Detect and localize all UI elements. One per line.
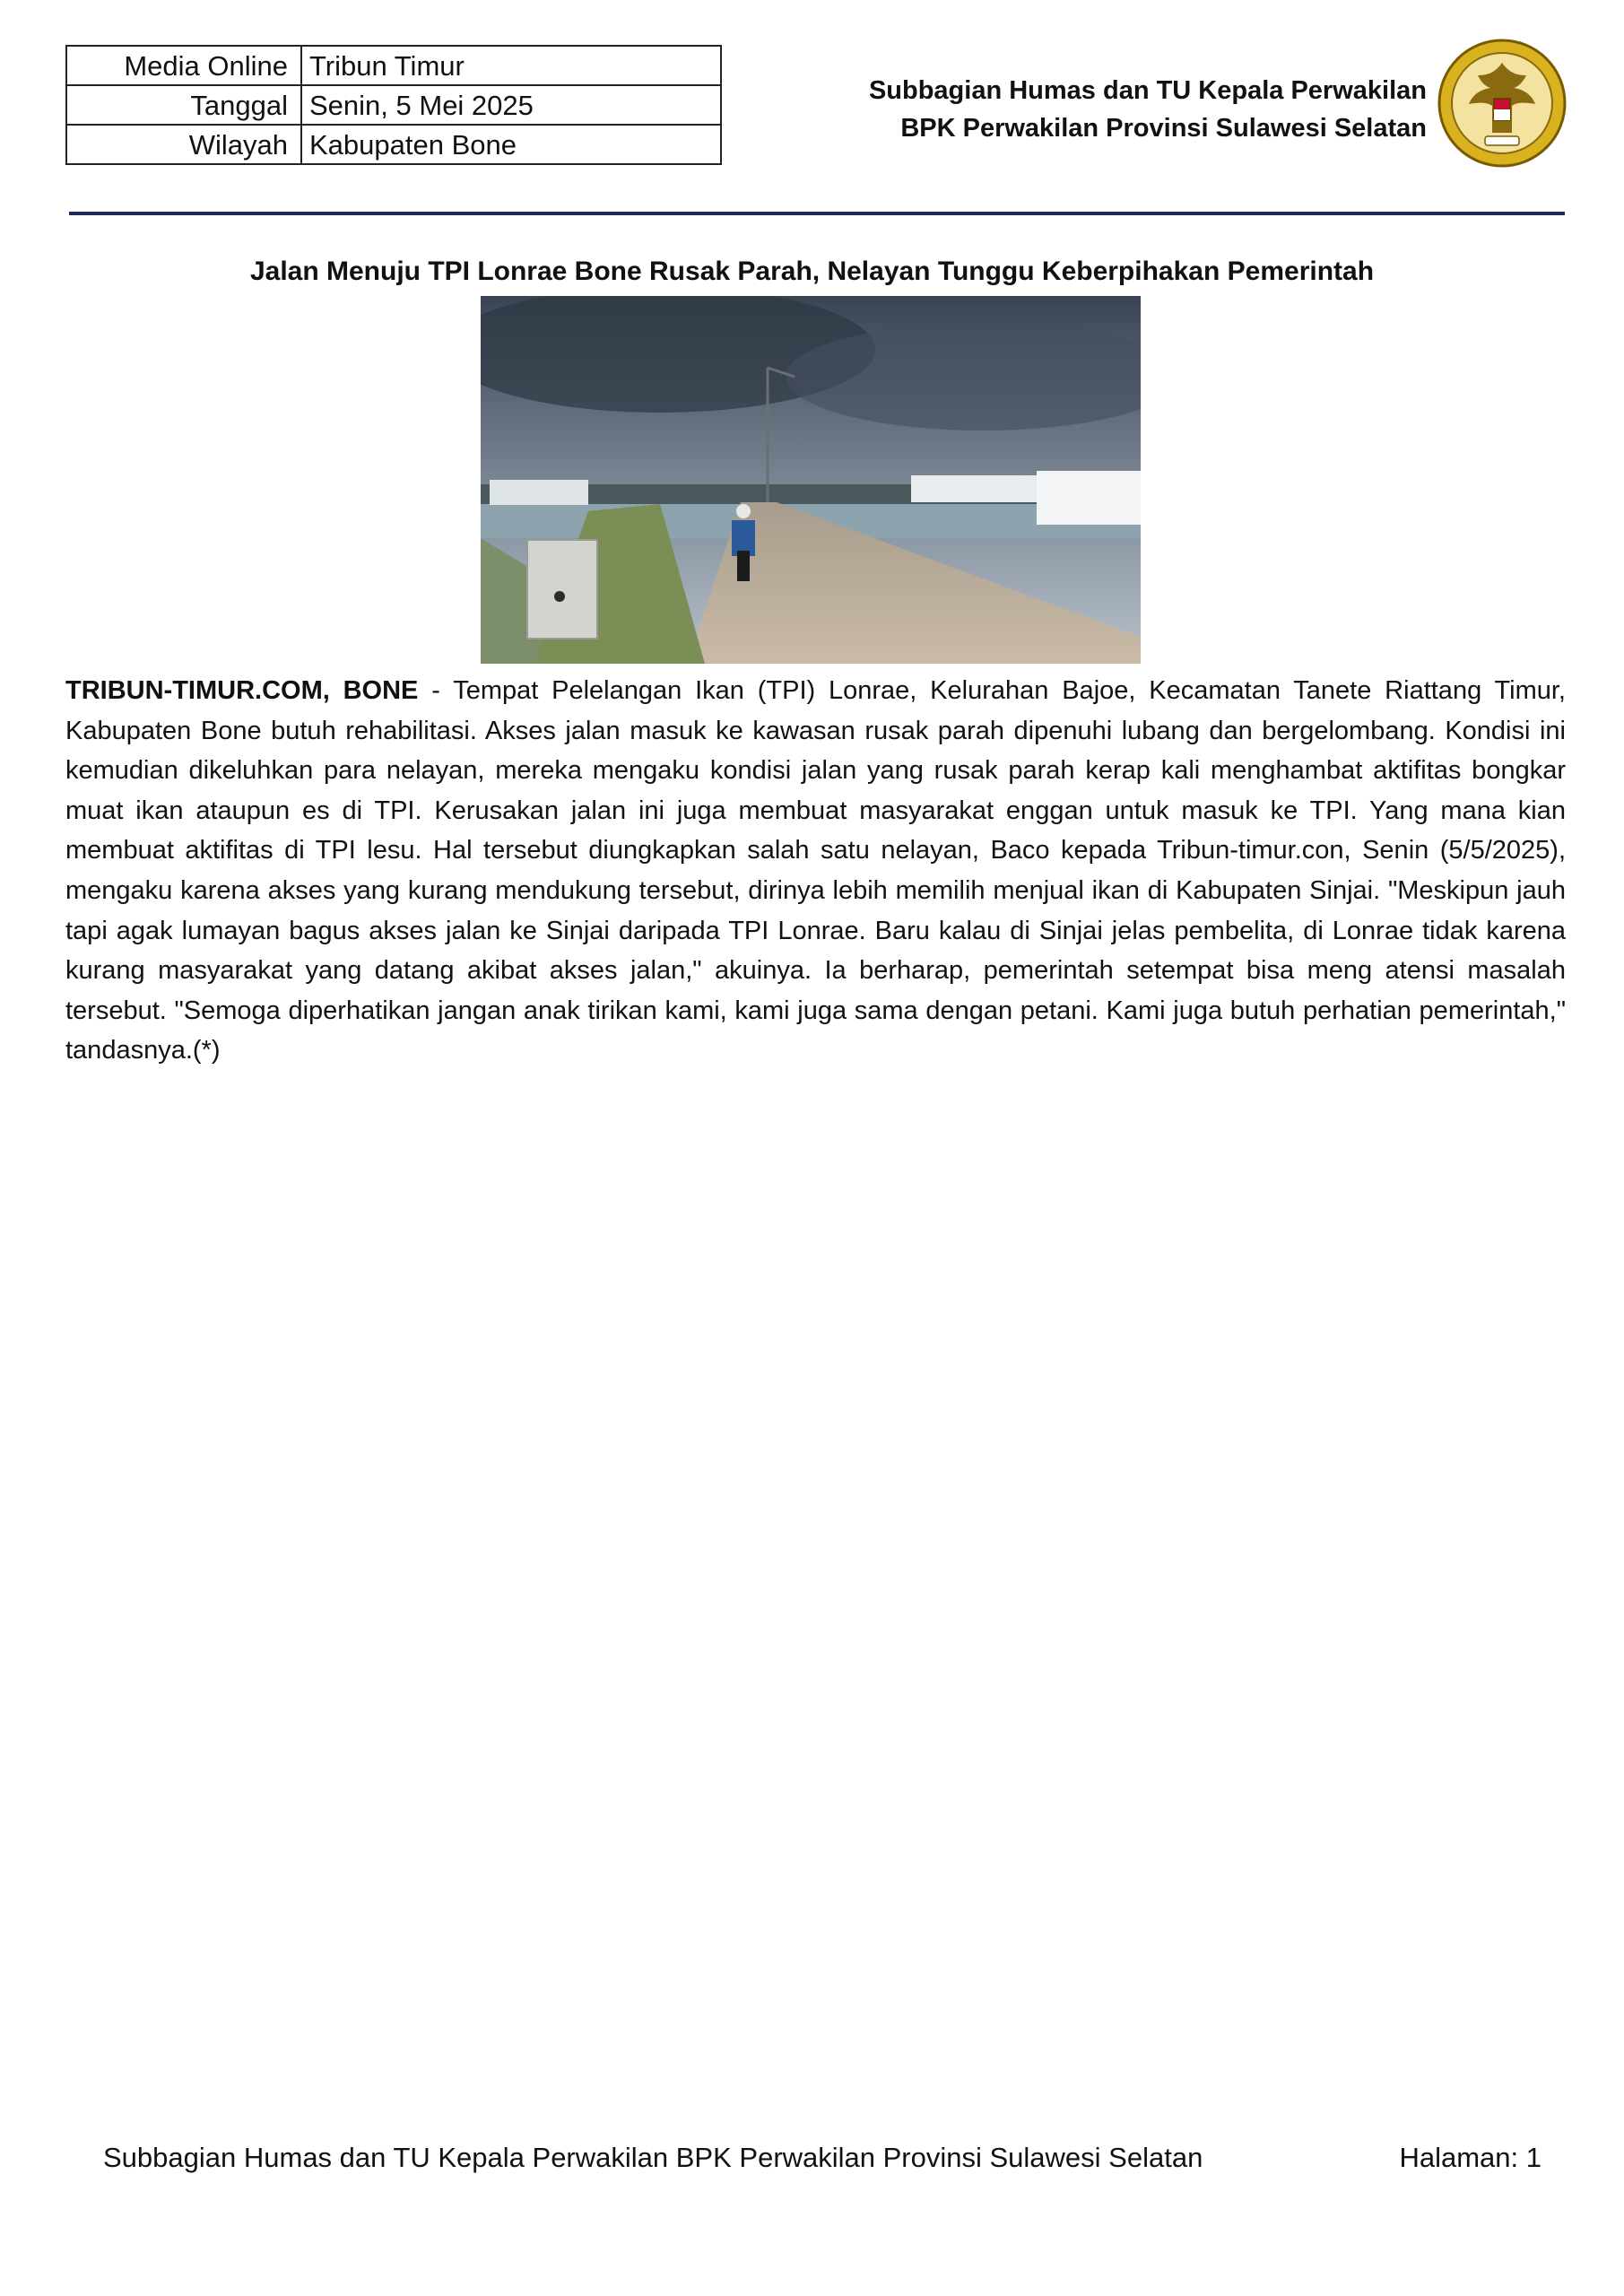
garuda-emblem-icon: [1435, 36, 1569, 170]
region-label: Wilayah: [66, 125, 301, 164]
region-row: [66, 125, 721, 164]
footer-organization: Subbagian Humas dan TU Kepala Perwakilan BPK Perwakilan Provinsi Sulawesi Selatan: [103, 2142, 1203, 2173]
organization-header: [869, 72, 1427, 147]
article-text: - Tempat Pelelangan Ikan (TPI) Lonrae, Kelurahan Bajoe, Kecamatan Tanete Riattang Timur, Kabupaten Bone butuh rehabilitasi. Akses jalan masuk ke kawasan rusak parah dipenuhi lubang dan bergelombang. Kondisi ini kemudian dikeluhkan para nelayan, mereka mengaku kondisi jalan yang rusak parah kerap kali menghambat aktifitas bongkar muat ikan ataupun es di TPI. Kerusakan jalan ini juga membuat masyarakat enggan untuk masuk ke TPI. Yang mana kian membuat aktifitas di TPI lesu. Hal tersebut diungkapkan salah satu nelayan, Baco kepada Tribun-timur.con, Senin (5/5/2025), mengaku karena akses yang kurang mendukung tersebut, dirinya lebih memilih menjual ikan di Kabupaten Sinjai. "Meskipun jauh tapi agak lumayan bagus akses jalan ke Sinjai daripada TPI Lonrae. Baru kalau di Sinjai jelas pembelita, di Lonrae tidak karena kurang masyarakat yang datang akibat akses jalan," akuinya. Ia berharap, pemerintah setempat bisa meng atensi masalah tersebut. "Semoga diperhatikan jangan anak tirikan kami, kami juga sama dengan petani. Kami juga butuh perhatian pemerintah," tandasnya.(*): [65, 676, 1566, 1065]
org-line-2: BPK Perwakilan Provinsi Sulawesi Selatan: [900, 114, 1427, 144]
media-row: [66, 46, 721, 85]
media-value: Tribun Timur: [301, 46, 721, 85]
date-label: Tanggal: [66, 85, 301, 125]
article-photo: [481, 296, 1141, 664]
header-divider: [69, 212, 1565, 215]
article-dateline: TRIBUN-TIMUR.COM, BONE: [65, 676, 419, 705]
region-value: Kabupaten Bone: [301, 125, 721, 164]
media-info-table: [65, 45, 722, 165]
article-body: [65, 671, 1566, 1071]
org-line-1: Subbagian Humas dan TU Kepala Perwakilan: [868, 76, 1427, 105]
article-headline: Jalan Menuju TPI Lonrae Bone Rusak Parah, Nelayan Tunggu Keberpihakan Pemerintah: [249, 257, 1375, 286]
media-label: Media Online: [66, 46, 301, 85]
date-row: [66, 85, 721, 125]
date-value: Senin, 5 Mei 2025: [301, 85, 721, 125]
page-number: Halaman: 1: [1399, 2142, 1541, 2173]
